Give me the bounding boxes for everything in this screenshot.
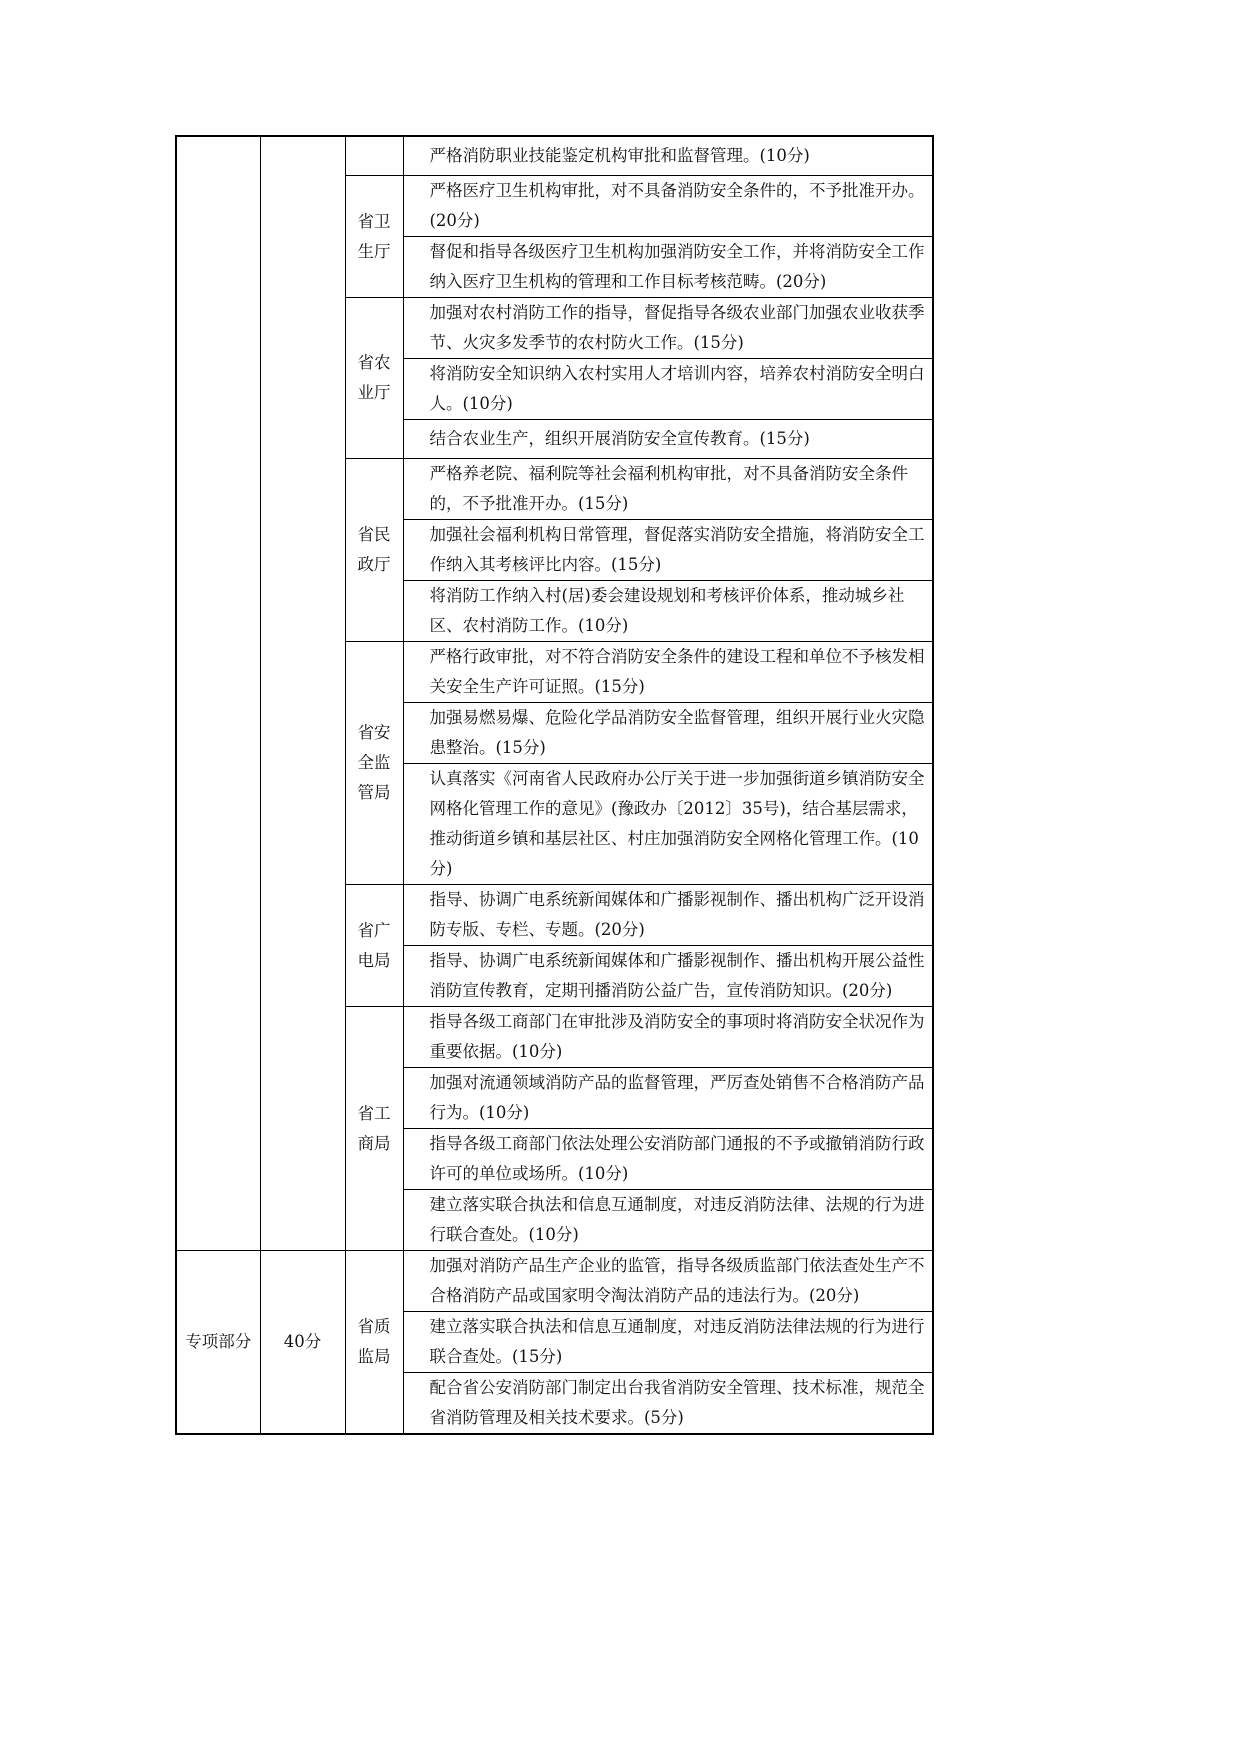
- department-cell: 省民政厅: [345, 459, 403, 642]
- criterion-cell: 严格医疗卫生机构审批，对不具备消防安全条件的，不予批准开办。(20分): [403, 176, 933, 237]
- department-cell: 省安全监管局: [345, 642, 403, 885]
- criterion-cell: 配合省公安消防部门制定出台我省消防安全管理、技术标准，规范全省消防管理及相关技术要求。(5分): [403, 1373, 933, 1435]
- criterion-cell: 建立落实联合执法和信息互通制度，对违反消防法律、法规的行为进行联合查处。(10分): [403, 1190, 933, 1251]
- criterion-cell: 将消防工作纳入村(居)委会建设规划和考核评价体系，推动城乡社区、农村消防工作。(10分): [403, 581, 933, 642]
- criterion-cell: 加强易燃易爆、危险化学品消防安全监督管理，组织开展行业火灾隐患整治。(15分): [403, 703, 933, 764]
- criterion-cell: 严格行政审批，对不符合消防安全条件的建设工程和单位不予核发相关安全生产许可证照。(15分): [403, 642, 933, 703]
- table-row: [176, 136, 933, 176]
- criterion-cell: 严格养老院、福利院等社会福利机构审批，对不具备消防安全条件的，不予批准开办。(15分): [403, 459, 933, 520]
- criterion-cell: 指导各级工商部门在审批涉及消防安全的事项时将消防安全状况作为重要依据。(10分): [403, 1007, 933, 1068]
- department-cell: 省广电局: [345, 885, 403, 1007]
- criterion-cell: 加强对流通领域消防产品的监督管理，严厉查处销售不合格消防产品行为。(10分): [403, 1068, 933, 1129]
- table-row: [176, 1251, 933, 1312]
- criterion-cell: 认真落实《河南省人民政府办公厅关于进一步加强街道乡镇消防安全网格化管理工作的意见》(豫政办〔2012〕35号)，结合基层需求，推动街道乡镇和基层社区、村庄加强消防安全网格化管理工作。(10分): [403, 764, 933, 885]
- criterion-cell: 指导、协调广电系统新闻媒体和广播影视制作、播出机构广泛开设消防专版、专栏、专题。(20分): [403, 885, 933, 946]
- department-cell: 省工商局: [345, 1007, 403, 1251]
- score-cell: 40分: [260, 1251, 345, 1435]
- criterion-cell: 建立落实联合执法和信息互通制度，对违反消防法律法规的行为进行联合查处。(15分): [403, 1312, 933, 1373]
- category-cell: [176, 136, 260, 1251]
- criterion-cell: 严格消防职业技能鉴定机构审批和监督管理。(10分): [403, 136, 933, 176]
- criterion-cell: 加强对消防产品生产企业的监管，指导各级质监部门依法查处生产不合格消防产品或国家明令淘汰消防产品的违法行为。(20分): [403, 1251, 933, 1312]
- criterion-cell: 指导各级工商部门依法处理公安消防部门通报的不予或撤销消防行政许可的单位或场所。(10分): [403, 1129, 933, 1190]
- assessment-table: [175, 135, 934, 1435]
- department-cell: 省质监局: [345, 1251, 403, 1435]
- department-cell: [345, 136, 403, 176]
- category-cell: 专项部分: [176, 1251, 260, 1435]
- department-cell: 省卫生厅: [345, 176, 403, 298]
- criterion-cell: 加强社会福利机构日常管理，督促落实消防安全措施，将消防安全工作纳入其考核评比内容。(15分): [403, 520, 933, 581]
- score-cell: [260, 136, 345, 1251]
- criterion-cell: 督促和指导各级医疗卫生机构加强消防安全工作，并将消防安全工作纳入医疗卫生机构的管理和工作目标考核范畴。(20分): [403, 237, 933, 298]
- criterion-cell: 指导、协调广电系统新闻媒体和广播影视制作、播出机构开展公益性消防宣传教育，定期刊播消防公益广告，宣传消防知识。(20分): [403, 946, 933, 1007]
- criterion-cell: 加强对农村消防工作的指导，督促指导各级农业部门加强农业收获季节、火灾多发季节的农村防火工作。(15分): [403, 298, 933, 359]
- criterion-cell: 结合农业生产，组织开展消防安全宣传教育。(15分): [403, 420, 933, 459]
- department-cell: 省农业厅: [345, 298, 403, 459]
- criterion-cell: 将消防安全知识纳入农村实用人才培训内容，培养农村消防安全明白人。(10分): [403, 359, 933, 420]
